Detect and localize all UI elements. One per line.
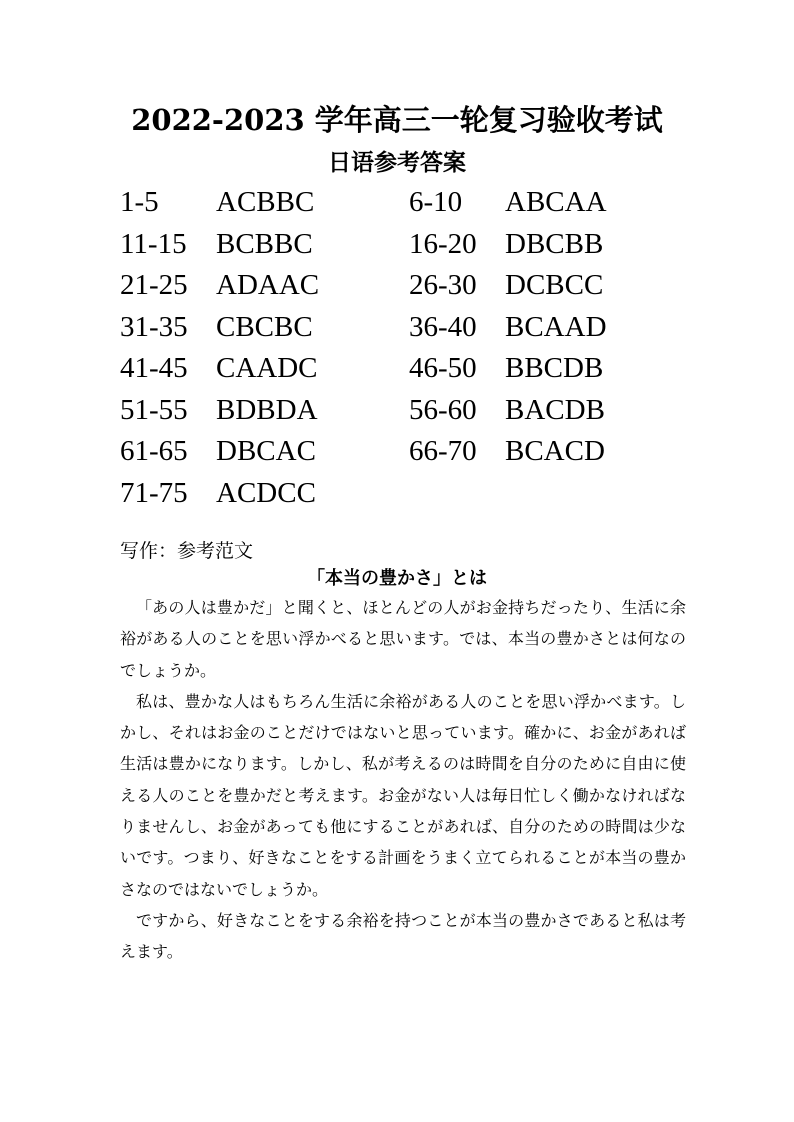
answer-row bbox=[120, 473, 720, 515]
question-range: 66-70 bbox=[409, 435, 477, 467]
answer-keys: BACDB bbox=[505, 393, 605, 426]
answer-keys: ADAAC bbox=[216, 269, 320, 301]
page-subtitle: 日语参考答案 bbox=[328, 149, 466, 176]
question-range: 46-50 bbox=[409, 352, 477, 384]
answer-keys: BCAAD bbox=[505, 310, 607, 343]
question-range: 51-55 bbox=[120, 393, 188, 426]
question-range: 21-25 bbox=[120, 269, 188, 301]
answer-row bbox=[120, 431, 720, 473]
answer-keys: ACDCC bbox=[216, 476, 316, 509]
answer-keys: CBCBC bbox=[216, 310, 313, 343]
answer-row bbox=[120, 182, 720, 224]
answer-row bbox=[120, 265, 720, 307]
essay-paragraph: 私は、豊かな人はもちろん生活に余裕がある人のことを思い浮かべます。しかし、それはお金のことだけではないと思っています。確かに、お金があれば生活は豊かになります。しかし、私が考えるのは時間を自分のために自由に使える人のことを豊かだと考えます。お金がない人は毎日忙しく働かなければなりませんし、お金があっても他にすることがあれば、自分のための時間は少ないです。つまり、好きなことをする計画をうまく立てられることが本当の豊かさなのではないでしょうか。 bbox=[120, 691, 686, 899]
question-range: 36-40 bbox=[409, 310, 477, 343]
question-range: 6-10 bbox=[409, 186, 463, 218]
answer-row bbox=[120, 390, 720, 432]
question-range: 56-60 bbox=[409, 393, 477, 426]
answer-keys: DCBCC bbox=[505, 269, 604, 301]
question-range: 11-15 bbox=[120, 227, 187, 260]
question-range: 31-35 bbox=[120, 310, 188, 343]
answer-keys: ABCAA bbox=[505, 186, 607, 218]
answer-keys: CAADC bbox=[216, 352, 318, 384]
writing-section-heading: 写作：参考范文 bbox=[120, 540, 254, 562]
essay-paragraph: 「あの人は豊かだ」と聞くと、ほとんどの人がお金持ちだったり、生活に余裕がある人のことを思い浮かべると思います。では、本当の豊かさとは何なのでしょうか。 bbox=[120, 598, 686, 680]
question-range: 61-65 bbox=[120, 435, 188, 467]
question-range: 26-30 bbox=[409, 269, 477, 301]
answer-keys: ACBBC bbox=[216, 186, 315, 218]
question-range: 1-5 bbox=[120, 186, 159, 218]
question-range: 41-45 bbox=[120, 352, 188, 384]
question-range: 71-75 bbox=[120, 476, 188, 509]
answer-keys: DBCBB bbox=[505, 227, 604, 260]
answer-keys: BCBBC bbox=[216, 227, 313, 260]
essay-body bbox=[120, 592, 686, 968]
answer-keys: DBCAC bbox=[216, 435, 316, 467]
answer-keys: BCACD bbox=[505, 435, 605, 467]
question-range: 16-20 bbox=[409, 227, 477, 260]
answer-keys: BDBDA bbox=[216, 393, 318, 426]
answer-key-grid bbox=[120, 182, 720, 514]
answer-row bbox=[120, 307, 720, 349]
essay-paragraph: ですから、好きなことをする余裕を持つことが本当の豊かさであると私は考えます。 bbox=[120, 910, 686, 962]
page-title: 2022-2023 学年高三一轮复习验收考试 bbox=[131, 103, 663, 137]
answer-row bbox=[120, 224, 720, 266]
answer-keys: BBCDB bbox=[505, 352, 604, 384]
essay-title: 「本当の豊かさ」とは bbox=[307, 568, 487, 589]
answer-row bbox=[120, 348, 720, 390]
